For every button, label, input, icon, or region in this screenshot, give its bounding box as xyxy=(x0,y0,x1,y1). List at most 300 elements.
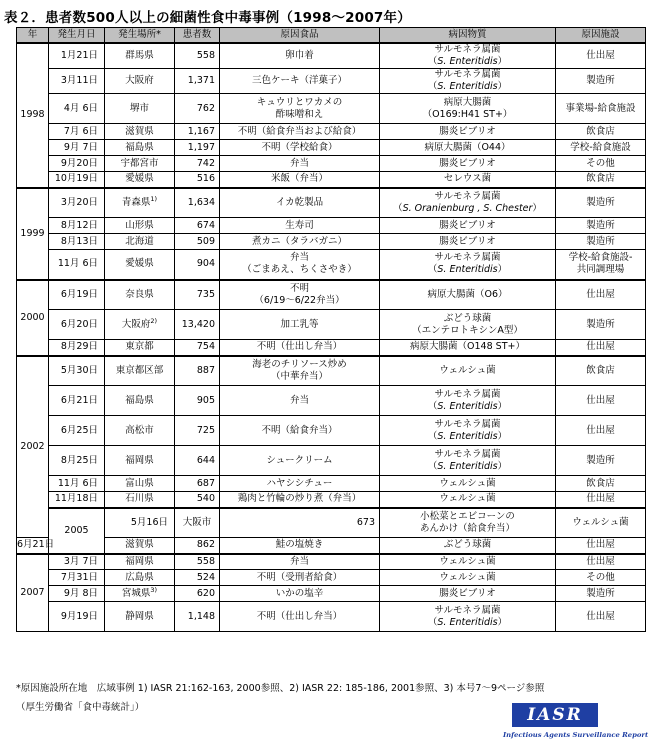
food-cell xyxy=(220,218,380,234)
table-row xyxy=(17,446,646,476)
place-name: 福岡県 xyxy=(125,555,154,567)
date-cell: 6月21日 xyxy=(49,386,105,416)
place-cell xyxy=(105,218,175,234)
place-cell xyxy=(105,416,175,446)
facility-cell xyxy=(556,250,646,280)
agent-cell xyxy=(380,602,556,632)
column-header: 患者数 xyxy=(175,28,220,44)
date-cell: 3月20日 xyxy=(49,188,105,218)
count-cell: 674 xyxy=(175,218,220,234)
place-name: 滋賀県 xyxy=(125,125,154,137)
food-cell xyxy=(220,69,380,94)
table-row xyxy=(17,94,646,124)
column-header: 原因食品 xyxy=(220,28,380,44)
agent-cell xyxy=(556,508,646,538)
agent-cell xyxy=(380,156,556,172)
agent-cell-line: 病原大腸菌（O148 ST+） xyxy=(410,341,525,353)
table-row xyxy=(17,538,646,554)
facility-cell-line: 学校-給食施設- xyxy=(568,252,633,264)
year-cell: 2005 xyxy=(49,508,105,554)
agent-cell xyxy=(380,356,556,386)
place-name: 大阪府 xyxy=(121,318,151,330)
facility-cell xyxy=(556,280,646,310)
place-name: 群馬県 xyxy=(125,50,154,61)
count-cell: 1,197 xyxy=(175,140,220,156)
agent-cell-line: ウェルシュ菌 xyxy=(572,516,629,528)
facility-cell-line: 飲食店 xyxy=(586,173,615,185)
date-cell: 7月 6日 xyxy=(49,124,105,140)
place-cell xyxy=(105,280,175,310)
agent-cell-line: 病原大腸菌（O44） xyxy=(424,141,511,153)
food-cell-line: 米飯（弁当） xyxy=(270,173,328,185)
food-cell xyxy=(220,570,380,586)
facility-cell xyxy=(556,340,646,356)
facility-cell xyxy=(556,188,646,218)
food-cell-line: 弁当 xyxy=(289,157,309,169)
place-name: 青森県 xyxy=(121,196,151,208)
facility-cell-line: 仕出屋 xyxy=(586,493,615,505)
food-cell xyxy=(220,538,380,554)
food-cell-line: キュウリとワカメの xyxy=(256,96,343,108)
table-row xyxy=(17,570,646,586)
place-cell xyxy=(105,586,175,602)
agent-cell xyxy=(380,94,556,124)
place-cell xyxy=(105,570,175,586)
place-name: 宮城県 xyxy=(121,587,151,599)
facility-cell-line: 飲食店 xyxy=(586,125,615,137)
place-name: 宇都宮市 xyxy=(120,157,159,169)
source-note: （厚生労働省「食中毒統計」） xyxy=(16,702,145,713)
place-footnote-ref: 2) xyxy=(150,316,158,325)
serovar-name: S. Enteritidis xyxy=(437,460,498,472)
agent-serovar: （S. Enteritidis） xyxy=(427,56,508,67)
place-cell xyxy=(105,492,175,508)
food-cell xyxy=(220,602,380,632)
table-row xyxy=(17,356,646,386)
facility-cell xyxy=(556,124,646,140)
agent-cell-line: サルモネラ属菌 xyxy=(434,252,501,264)
facility-cell-line: その他 xyxy=(586,571,615,583)
table-row xyxy=(17,586,646,602)
place-footnote-ref: 1) xyxy=(150,194,158,203)
agent-cell xyxy=(380,218,556,234)
agent-serovar: （S. Enteritidis） xyxy=(427,81,508,92)
agent-serovar: （S. Enteritidis） xyxy=(427,264,508,276)
agent-cell xyxy=(380,554,556,570)
facility-cell xyxy=(556,446,646,476)
facility-cell-line: 飲食店 xyxy=(586,477,615,489)
serovar-name: S. Enteritidis xyxy=(437,400,498,412)
facility-cell-line: 仕出屋 xyxy=(586,610,615,622)
facility-cell xyxy=(556,602,646,632)
food-cell xyxy=(220,554,380,570)
count-cell: 1,371 xyxy=(175,69,220,94)
place-name: 富山県 xyxy=(125,477,154,489)
count-cell: 1,634 xyxy=(175,188,220,218)
place-cell xyxy=(105,43,175,69)
food-cell-line: 三色ケーキ（洋菓子） xyxy=(251,75,347,86)
count-cell: 644 xyxy=(175,446,220,476)
count-cell: 558 xyxy=(175,554,220,570)
agent-serovar: （S. Enteritidis） xyxy=(427,616,508,628)
food-cell xyxy=(220,492,380,508)
column-header: 原因施設 xyxy=(556,28,646,44)
agent-cell-line: ウェルシュ菌 xyxy=(439,493,496,505)
agent-cell xyxy=(380,570,556,586)
column-header: 発生月日 xyxy=(49,28,105,44)
count-cell: 905 xyxy=(175,386,220,416)
date-cell: 8月25日 xyxy=(49,446,105,476)
food-cell-line: 弁当 xyxy=(289,394,309,406)
food-cell xyxy=(220,43,380,69)
table-title: 表２．患者数500人以上の細菌性食中毒事例（1998～2007年） xyxy=(4,10,411,26)
food-cell xyxy=(220,310,380,340)
place-cell xyxy=(105,234,175,250)
food-cell-line: （ごまあえ、ちくさやき） xyxy=(242,264,357,276)
agent-cell-line: 腸炎ビブリオ xyxy=(439,157,496,169)
count-cell: 673 xyxy=(220,508,380,538)
agent-cell xyxy=(380,310,556,340)
count-cell: 862 xyxy=(175,538,220,554)
date-cell: 8月13日 xyxy=(49,234,105,250)
table-row xyxy=(17,188,646,218)
serovar-name: S. Enteritidis xyxy=(437,81,498,92)
facility-cell xyxy=(556,570,646,586)
food-cell xyxy=(220,250,380,280)
facility-cell xyxy=(556,43,646,69)
facility-cell-line: 事業場-給食施設 xyxy=(565,102,636,114)
agent-cell xyxy=(380,188,556,218)
facility-cell xyxy=(556,586,646,602)
food-cell xyxy=(220,340,380,356)
facility-cell xyxy=(556,416,646,446)
food-cell xyxy=(220,446,380,476)
table-row xyxy=(17,69,646,94)
facility-cell xyxy=(556,492,646,508)
food-cell xyxy=(220,386,380,416)
food-cell-line: いかの塩辛 xyxy=(275,587,324,599)
food-cell-line: 不明（給食弁当および給食） xyxy=(237,125,362,137)
count-cell: 887 xyxy=(175,356,220,386)
place-name: 広島県 xyxy=(125,571,154,583)
agent-cell xyxy=(380,280,556,310)
place-cell xyxy=(105,140,175,156)
agent-cell xyxy=(380,234,556,250)
facility-cell-line: 製造所 xyxy=(586,318,615,330)
place-cell xyxy=(105,124,175,140)
agent-cell-line: サルモネラ属菌 xyxy=(434,190,501,202)
food-cell-line: 海老のチリソース炒め xyxy=(252,358,347,370)
agent-cell-line: サルモネラ属菌 xyxy=(434,69,501,80)
facility-cell-line: 仕出屋 xyxy=(586,555,615,567)
facility-cell-line: 仕出屋 xyxy=(586,288,615,300)
agent-serovar: （S. Enteritidis） xyxy=(427,430,508,442)
food-cell-line: 不明（受刑者給食） xyxy=(256,571,343,583)
agent-cell-line: 腸炎ビブリオ xyxy=(439,235,496,247)
agent-cell-line: セレウス菌 xyxy=(443,173,492,185)
count-cell: 725 xyxy=(175,416,220,446)
date-cell: 6月19日 xyxy=(49,280,105,310)
count-cell: 687 xyxy=(175,476,220,492)
food-cell xyxy=(380,508,556,538)
serovar-name: S. Enteritidis xyxy=(437,616,498,628)
food-cell-line: 加工乳等 xyxy=(280,318,319,330)
footnote: *原因施設所在地 広域事例 1) IASR 21:162-163, 2000参照、2) IASR 22: 185-186, 2001参照、3) 本号7～9ページ参照 xyxy=(16,683,545,694)
date-cell: 5月30日 xyxy=(49,356,105,386)
agent-cell xyxy=(380,416,556,446)
agent-cell xyxy=(380,386,556,416)
agent-cell-line: サルモネラ属菌 xyxy=(434,604,501,616)
facility-cell xyxy=(556,218,646,234)
food-cell xyxy=(220,188,380,218)
agent-serovar: （S. Enteritidis） xyxy=(427,400,508,412)
place-cell xyxy=(105,538,175,554)
date-cell: 8月29日 xyxy=(49,340,105,356)
place-cell xyxy=(105,172,175,188)
food-cell xyxy=(220,416,380,446)
table-row xyxy=(17,602,646,632)
agent-cell xyxy=(380,124,556,140)
table-row xyxy=(17,492,646,508)
food-cell xyxy=(220,586,380,602)
place-cell xyxy=(105,69,175,94)
place-cell xyxy=(105,250,175,280)
table-row xyxy=(17,476,646,492)
food-cell xyxy=(220,172,380,188)
facility-cell-line: 製造所 xyxy=(586,454,615,466)
facility-cell-line: 製造所 xyxy=(586,75,615,86)
food-cell-line: 卵巾着 xyxy=(285,50,314,61)
food-cell-line: イカ乾製品 xyxy=(275,196,324,208)
serovar-name: S. Enteritidis xyxy=(437,56,498,67)
outbreak-table xyxy=(16,27,646,632)
date-cell: 7月31日 xyxy=(49,570,105,586)
food-cell-line: ハヤシシチュー xyxy=(266,477,333,489)
food-cell-line: 弁当 xyxy=(289,252,309,264)
food-cell xyxy=(220,280,380,310)
agent-cell-line: サルモネラ属菌 xyxy=(434,448,501,460)
year-cell: 2002 xyxy=(17,356,49,538)
facility-cell xyxy=(556,476,646,492)
table-row xyxy=(17,416,646,446)
agent-cell xyxy=(380,172,556,188)
food-cell-line: 弁当 xyxy=(289,555,309,567)
date-cell: 9月 8日 xyxy=(49,586,105,602)
facility-cell xyxy=(556,554,646,570)
serovar-name: S. Enteritidis xyxy=(437,430,498,442)
place-cell xyxy=(175,508,220,538)
table-row xyxy=(17,172,646,188)
serovar-name: S. Enteritidis xyxy=(437,264,498,276)
place-cell xyxy=(105,554,175,570)
agent-cell-line: ウェルシュ菌 xyxy=(439,571,496,583)
date-cell: 9月19日 xyxy=(49,602,105,632)
agent-cell xyxy=(380,43,556,69)
table-row xyxy=(17,386,646,416)
facility-cell-line: 製造所 xyxy=(586,587,615,599)
food-cell-line: 不明（仕出し弁当） xyxy=(256,341,343,353)
iasr-logo-subtitle: Infectious Agents Surveillance Report xyxy=(503,731,649,739)
date-cell: 8月12日 xyxy=(49,218,105,234)
table-row xyxy=(17,140,646,156)
food-cell-line: 酢味噌和え xyxy=(275,108,324,120)
date-cell: 3月11日 xyxy=(49,69,105,94)
food-cell xyxy=(220,140,380,156)
food-cell-line: 不明（学校給食） xyxy=(261,141,338,153)
table-body xyxy=(17,43,646,632)
table-row xyxy=(17,340,646,356)
agent-cell-line: 病原大腸菌（O6） xyxy=(427,288,508,300)
agent-cell-line: ウェルシュ菌 xyxy=(439,364,496,376)
place-cell xyxy=(105,94,175,124)
food-cell-line: あんかけ（給食弁当） xyxy=(419,522,515,534)
place-name: 奈良県 xyxy=(125,288,154,300)
facility-cell-line: 仕出屋 xyxy=(586,539,615,551)
facility-cell xyxy=(556,386,646,416)
facility-cell xyxy=(556,234,646,250)
place-name: 堺市 xyxy=(129,102,149,114)
food-cell-line: 不明（仕出し弁当） xyxy=(256,610,343,622)
place-name: 大阪市 xyxy=(182,516,212,528)
count-cell: 762 xyxy=(175,94,220,124)
agent-cell-line: 病原大腸菌 xyxy=(443,96,492,108)
count-cell: 524 xyxy=(175,570,220,586)
date-cell: 6月21日 xyxy=(17,538,49,554)
facility-cell xyxy=(556,172,646,188)
place-name: 山形県 xyxy=(125,219,154,231)
facility-cell-line: 製造所 xyxy=(586,235,615,247)
facility-cell-line: 学校-給食施設 xyxy=(570,141,631,153)
facility-cell xyxy=(556,94,646,124)
table-row xyxy=(17,43,646,69)
date-cell: 1月21日 xyxy=(49,43,105,69)
agent-cell xyxy=(380,538,556,554)
food-cell xyxy=(220,156,380,172)
facility-cell-line: 仕出屋 xyxy=(586,341,615,353)
year-cell: 2000 xyxy=(17,280,49,356)
date-cell: 11月 6日 xyxy=(49,250,105,280)
facility-cell xyxy=(556,538,646,554)
table-row xyxy=(17,218,646,234)
agent-cell xyxy=(380,586,556,602)
table-row xyxy=(17,124,646,140)
facility-cell xyxy=(556,140,646,156)
facility-cell-line: 仕出屋 xyxy=(586,50,615,61)
place-name: 北海道 xyxy=(125,235,154,247)
count-cell: 540 xyxy=(175,492,220,508)
place-name: 大阪府 xyxy=(125,75,154,86)
food-cell-line: （中華弁当） xyxy=(270,370,328,382)
place-name: 東京都 xyxy=(125,341,154,353)
agent-cell-line: 腸炎ビブリオ xyxy=(439,125,496,137)
agent-cell xyxy=(380,476,556,492)
food-cell-line: 煮カニ（タラバガニ） xyxy=(251,235,347,247)
count-cell: 754 xyxy=(175,340,220,356)
facility-cell xyxy=(556,356,646,386)
food-cell xyxy=(220,356,380,386)
column-header: 病因物質 xyxy=(380,28,556,44)
food-cell-line: （6/19～6/22弁当） xyxy=(254,294,345,306)
table-row xyxy=(17,310,646,340)
place-cell xyxy=(105,156,175,172)
agent-cell-line: サルモネラ属菌 xyxy=(434,418,501,430)
table-row xyxy=(17,554,646,570)
food-cell-line: 鮭の塩焼き xyxy=(275,539,324,551)
place-name: 福島県 xyxy=(125,394,154,406)
place-name: 静岡県 xyxy=(125,610,154,622)
agent-cell-line: サルモネラ属菌 xyxy=(434,44,501,55)
place-cell xyxy=(105,386,175,416)
place-name: 福島県 xyxy=(125,141,154,153)
date-cell: 3月 7日 xyxy=(49,554,105,570)
agent-cell-line: サルモネラ属菌 xyxy=(434,388,501,400)
table-row xyxy=(17,250,646,280)
facility-cell-line: 共同調理場 xyxy=(576,264,625,276)
place-cell xyxy=(105,188,175,218)
header-row xyxy=(17,28,646,44)
agent-cell-line: ぶどう球菌 xyxy=(443,312,492,324)
facility-cell xyxy=(556,310,646,340)
place-name: 高松市 xyxy=(125,424,154,436)
table-row xyxy=(17,234,646,250)
count-cell: 1,167 xyxy=(175,124,220,140)
date-cell: 11月18日 xyxy=(49,492,105,508)
date-cell: 10月19日 xyxy=(49,172,105,188)
food-cell-line: 不明（給食弁当） xyxy=(261,424,338,436)
serovar-name: S. Oranienburg , S. Chester xyxy=(402,202,533,214)
agent-cell-line: （O169:H41 ST+） xyxy=(422,108,513,120)
food-cell xyxy=(220,476,380,492)
agent-cell xyxy=(380,446,556,476)
facility-cell-line: 製造所 xyxy=(586,196,615,208)
date-cell: 9月 7日 xyxy=(49,140,105,156)
count-cell: 904 xyxy=(175,250,220,280)
agent-cell xyxy=(380,250,556,280)
count-cell: 742 xyxy=(175,156,220,172)
agent-cell-line: 腸炎ビブリオ xyxy=(439,587,496,599)
agent-cell xyxy=(380,69,556,94)
place-footnote-ref: 3) xyxy=(150,585,158,594)
food-cell xyxy=(220,234,380,250)
facility-cell-line: 製造所 xyxy=(586,219,615,231)
facility-cell xyxy=(556,156,646,172)
table-row xyxy=(17,280,646,310)
count-cell: 735 xyxy=(175,280,220,310)
agent-cell-line: ウェルシュ菌 xyxy=(439,555,496,567)
agent-serovar: （S. Enteritidis） xyxy=(427,460,508,472)
count-cell: 1,148 xyxy=(175,602,220,632)
food-cell xyxy=(220,124,380,140)
column-header: 発生場所* xyxy=(105,28,175,44)
food-cell-line: 鶏肉と竹輪の炒り煮（弁当） xyxy=(237,493,362,505)
facility-cell-line: 仕出屋 xyxy=(586,394,615,406)
place-cell xyxy=(105,340,175,356)
year-cell: 2007 xyxy=(17,554,49,632)
facility-cell-line: その他 xyxy=(586,157,615,169)
agent-cell xyxy=(380,492,556,508)
date-cell: 9月20日 xyxy=(49,156,105,172)
place-name: 東京都区部 xyxy=(115,364,164,376)
column-header: 年 xyxy=(17,28,49,44)
agent-serovar: （S. Oranienburg , S. Chester） xyxy=(393,202,542,214)
count-cell: 620 xyxy=(175,586,220,602)
place-cell xyxy=(105,446,175,476)
agent-cell-line: ウェルシュ菌 xyxy=(439,477,496,489)
food-cell-line: 不明 xyxy=(289,282,309,294)
count-cell: 516 xyxy=(175,172,220,188)
year-cell: 1998 xyxy=(17,43,49,188)
food-cell-line: 小松菜とエビコーンの xyxy=(420,510,515,522)
